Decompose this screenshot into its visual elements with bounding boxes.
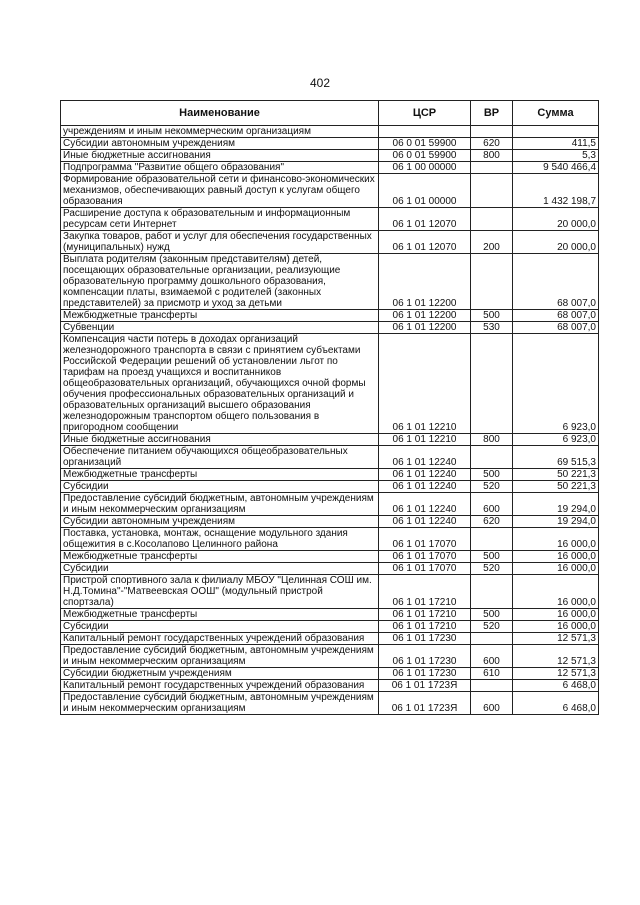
- page-number: 402: [309, 76, 331, 90]
- cell-name: Предоставление субсидий бюджетным, автономным учреждениям и иным некоммерческим организациям: [61, 645, 379, 668]
- cell-sum: 5,3: [513, 150, 599, 162]
- cell-vr: 200: [471, 231, 513, 254]
- cell-sum: 16 000,0: [513, 528, 599, 551]
- cell-sum: 20 000,0: [513, 231, 599, 254]
- table-row: [61, 563, 599, 575]
- cell-csr: 06 1 01 00000: [379, 174, 471, 208]
- cell-vr: [471, 575, 513, 609]
- cell-csr: 06 1 01 12210: [379, 434, 471, 446]
- header-name: Наименование: [61, 101, 379, 126]
- cell-vr: [471, 208, 513, 231]
- cell-vr: 500: [471, 469, 513, 481]
- table-row: [61, 334, 599, 434]
- cell-name: Иные бюджетные ассигнования: [61, 150, 379, 162]
- cell-csr: 06 1 01 12240: [379, 516, 471, 528]
- cell-name: Предоставление субсидий бюджетным, автономным учреждениям и иным некоммерческим организациям: [61, 493, 379, 516]
- cell-csr: 06 0 01 59900: [379, 138, 471, 150]
- cell-csr: 06 1 01 17070: [379, 551, 471, 563]
- cell-name: Поставка, установка, монтаж, оснащение модульного здания общежития в с.Косолапово Целинного района: [61, 528, 379, 551]
- cell-vr: 620: [471, 138, 513, 150]
- cell-sum: 6 468,0: [513, 680, 599, 692]
- cell-csr: 06 1 01 17070: [379, 528, 471, 551]
- cell-sum: 19 294,0: [513, 516, 599, 528]
- cell-sum: 12 571,3: [513, 645, 599, 668]
- cell-csr: 06 1 01 17230: [379, 668, 471, 680]
- cell-name: Закупка товаров, работ и услуг для обеспечения государственных (муниципальных) нужд: [61, 231, 379, 254]
- table-row: [61, 493, 599, 516]
- table-row: [61, 645, 599, 668]
- table-row: [61, 126, 599, 138]
- cell-vr: 520: [471, 481, 513, 493]
- cell-sum: 411,5: [513, 138, 599, 150]
- cell-name: Межбюджетные трансферты: [61, 310, 379, 322]
- cell-vr: 500: [471, 609, 513, 621]
- table-row: [61, 633, 599, 645]
- cell-csr: 06 1 01 1723Я: [379, 680, 471, 692]
- cell-sum: 50 221,3: [513, 469, 599, 481]
- cell-vr: [471, 446, 513, 469]
- table-row: [61, 150, 599, 162]
- cell-name: Обеспечение питанием обучающихся общеобразовательных организаций: [61, 446, 379, 469]
- table-row: [61, 481, 599, 493]
- cell-vr: [471, 162, 513, 174]
- cell-csr: 06 1 01 12210: [379, 334, 471, 434]
- header-csr: ЦСР: [379, 101, 471, 126]
- cell-sum: 50 221,3: [513, 481, 599, 493]
- cell-name: Субсидии: [61, 481, 379, 493]
- cell-sum: 12 571,3: [513, 633, 599, 645]
- table-row: [61, 322, 599, 334]
- header-sum: Сумма: [513, 101, 599, 126]
- cell-vr: 500: [471, 310, 513, 322]
- table-body: [61, 126, 599, 715]
- table-row: [61, 446, 599, 469]
- cell-csr: 06 1 01 12240: [379, 446, 471, 469]
- cell-csr: 06 1 01 17210: [379, 621, 471, 633]
- cell-name: Предоставление субсидий бюджетным, автономным учреждениям и иным некоммерческим организациям: [61, 692, 379, 715]
- table-header-row: [61, 101, 599, 126]
- cell-name: Субсидии: [61, 621, 379, 633]
- table-row: [61, 174, 599, 208]
- cell-csr: 06 0 01 59900: [379, 150, 471, 162]
- cell-csr: 06 1 01 12200: [379, 310, 471, 322]
- cell-csr: 06 1 01 1723Я: [379, 692, 471, 715]
- cell-csr: 06 1 01 12240: [379, 469, 471, 481]
- budget-table: [60, 100, 599, 715]
- cell-sum: 1 432 198,7: [513, 174, 599, 208]
- cell-name: Субвенции: [61, 322, 379, 334]
- table-row: [61, 208, 599, 231]
- cell-vr: 600: [471, 645, 513, 668]
- cell-vr: [471, 126, 513, 138]
- cell-vr: 620: [471, 516, 513, 528]
- cell-sum: 16 000,0: [513, 575, 599, 609]
- cell-csr: 06 1 01 12240: [379, 493, 471, 516]
- cell-vr: [471, 174, 513, 208]
- cell-csr: 06 1 01 12200: [379, 254, 471, 310]
- cell-sum: 16 000,0: [513, 609, 599, 621]
- cell-sum: 19 294,0: [513, 493, 599, 516]
- cell-name: Иные бюджетные ассигнования: [61, 434, 379, 446]
- cell-vr: 520: [471, 621, 513, 633]
- cell-name: Межбюджетные трансферты: [61, 469, 379, 481]
- cell-vr: [471, 254, 513, 310]
- cell-vr: [471, 528, 513, 551]
- cell-vr: [471, 334, 513, 434]
- cell-vr: [471, 680, 513, 692]
- cell-name: Субсидии автономным учреждениям: [61, 138, 379, 150]
- cell-csr: 06 1 01 12070: [379, 231, 471, 254]
- cell-name: Капитальный ремонт государственных учреждений образования: [61, 680, 379, 692]
- table-row: [61, 138, 599, 150]
- table-row: [61, 162, 599, 174]
- cell-csr: 06 1 01 17230: [379, 633, 471, 645]
- table-row: [61, 231, 599, 254]
- cell-csr: 06 1 01 17210: [379, 609, 471, 621]
- cell-sum: 68 007,0: [513, 254, 599, 310]
- table-row: [61, 575, 599, 609]
- cell-csr: 06 1 01 12200: [379, 322, 471, 334]
- cell-name: Межбюджетные трансферты: [61, 551, 379, 563]
- cell-sum: 12 571,3: [513, 668, 599, 680]
- cell-name: Капитальный ремонт государственных учреждений образования: [61, 633, 379, 645]
- table-row: [61, 609, 599, 621]
- cell-vr: 800: [471, 434, 513, 446]
- cell-sum: 68 007,0: [513, 322, 599, 334]
- cell-csr: 06 1 01 12240: [379, 481, 471, 493]
- cell-name: Субсидии бюджетным учреждениям: [61, 668, 379, 680]
- cell-vr: 600: [471, 493, 513, 516]
- cell-name: Межбюджетные трансферты: [61, 609, 379, 621]
- cell-csr: 06 1 01 17070: [379, 563, 471, 575]
- header-vr: ВР: [471, 101, 513, 126]
- cell-name: Выплата родителям (законным представителям) детей, посещающих образовательные организации, реализующие образовательную программу дошкольного образования, компенсации платы, взимаемой с родителей (законных представителей) за присмотр и уход за детьми: [61, 254, 379, 310]
- cell-vr: 600: [471, 692, 513, 715]
- table-row: [61, 692, 599, 715]
- cell-vr: 520: [471, 563, 513, 575]
- table-row: [61, 621, 599, 633]
- table-row: [61, 528, 599, 551]
- cell-name: Субсидии: [61, 563, 379, 575]
- cell-sum: 16 000,0: [513, 621, 599, 633]
- table-row: [61, 551, 599, 563]
- table-row: [61, 516, 599, 528]
- cell-sum: 68 007,0: [513, 310, 599, 322]
- cell-sum: 6 923,0: [513, 434, 599, 446]
- table-row: [61, 680, 599, 692]
- cell-sum: 6 468,0: [513, 692, 599, 715]
- table-row: [61, 310, 599, 322]
- cell-vr: 530: [471, 322, 513, 334]
- cell-sum: 20 000,0: [513, 208, 599, 231]
- cell-vr: 800: [471, 150, 513, 162]
- cell-vr: 610: [471, 668, 513, 680]
- cell-csr: [379, 126, 471, 138]
- cell-csr: 06 1 00 00000: [379, 162, 471, 174]
- cell-sum: 9 540 466,4: [513, 162, 599, 174]
- table-row: [61, 434, 599, 446]
- cell-name: Пристрой спортивного зала к филиалу МБОУ "Целинная СОШ им. Н.Д.Томина"-"Матвеевская ООШ" (модульный пристрой спортзала): [61, 575, 379, 609]
- cell-name: Компенсация части потерь в доходах организаций железнодорожного транспорта в связи с принятием субъектами Российской Федерации решений об установлении льгот по тарифам на проезд учащихся и воспитанников общеобразовательных организаций, обучающихся очной формы обучения профессиональных образовательных организаций и образовательных организаций высшего образования железнодорожным транспортом общего пользования в пригородном сообщении: [61, 334, 379, 434]
- cell-name: Субсидии автономным учреждениям: [61, 516, 379, 528]
- cell-name: учреждениям и иным некоммерческим организациям: [61, 126, 379, 138]
- cell-name: Расширение доступа к образовательным и информационным ресурсам сети Интернет: [61, 208, 379, 231]
- cell-csr: 06 1 01 12070: [379, 208, 471, 231]
- cell-sum: 69 515,3: [513, 446, 599, 469]
- cell-name: Подпрограмма "Развитие общего образования": [61, 162, 379, 174]
- cell-sum: [513, 126, 599, 138]
- cell-csr: 06 1 01 17210: [379, 575, 471, 609]
- cell-vr: [471, 633, 513, 645]
- table-row: [61, 254, 599, 310]
- cell-name: Формирование образовательной сети и финансово-экономических механизмов, обеспечивающих равный доступ к услугам общего образования: [61, 174, 379, 208]
- cell-sum: 16 000,0: [513, 551, 599, 563]
- cell-vr: 500: [471, 551, 513, 563]
- cell-csr: 06 1 01 17230: [379, 645, 471, 668]
- table-row: [61, 469, 599, 481]
- cell-sum: 16 000,0: [513, 563, 599, 575]
- cell-sum: 6 923,0: [513, 334, 599, 434]
- table-row: [61, 668, 599, 680]
